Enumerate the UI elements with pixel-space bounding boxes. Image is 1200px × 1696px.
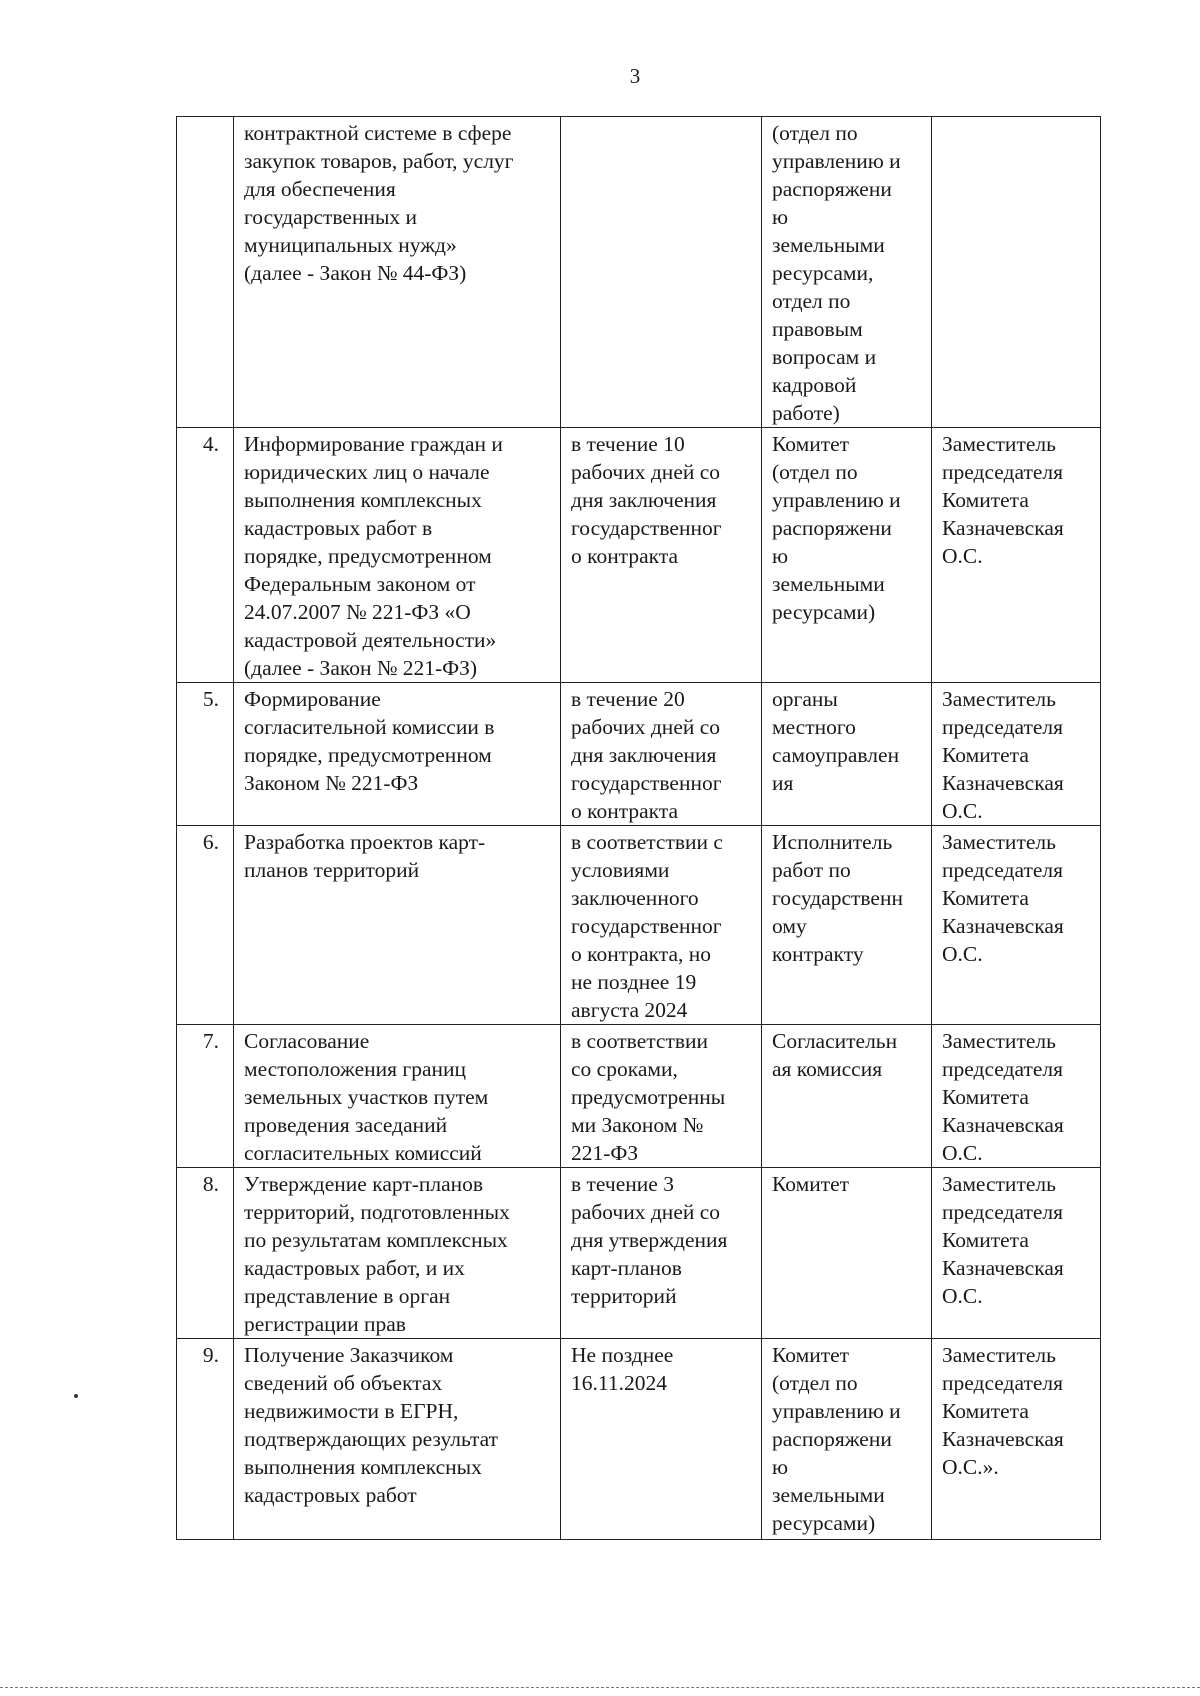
table-row	[177, 826, 1101, 1025]
deadline-cell	[561, 117, 762, 428]
deadline-cell: в соответствии с условиями заключенного государственног о контракта, но не позднее 19 августа 2024	[561, 826, 762, 1025]
table-row	[177, 683, 1101, 826]
action-cell: Формирование согласительной комиссии в порядке, предусмотренном Законом № 221-ФЗ	[234, 683, 561, 826]
row-number: 5.	[177, 683, 234, 826]
row-number: 7.	[177, 1025, 234, 1168]
deadline-cell: в течение 10 рабочих дней со дня заключения государственног о контракта	[561, 428, 762, 683]
page-number: 3	[629, 64, 641, 88]
deadline-cell: в течение 3 рабочих дней со дня утверждения карт-планов территорий	[561, 1168, 762, 1339]
action-cell: Разработка проектов карт- планов территорий	[234, 826, 561, 1025]
table-row	[177, 1339, 1101, 1540]
scan-speck	[74, 1394, 78, 1398]
executor-cell: органы местного самоуправлен ия	[762, 683, 932, 826]
table-row	[177, 1168, 1101, 1339]
scan-edge-line	[0, 1687, 1200, 1688]
action-cell: Информирование граждан и юридических лиц о начале выполнения комплексных кадастровых работ в порядке, предусмотренном Федеральным законом от 24.07.2007 № 221-ФЗ «О кадастровой деятельности» (далее - Закон № 221-ФЗ)	[234, 428, 561, 683]
row-number: 8.	[177, 1168, 234, 1339]
row-number: 9.	[177, 1339, 234, 1540]
executor-cell: Комитет (отдел по управлению и распоряжени ю земельными ресурсами)	[762, 1339, 932, 1540]
row-number: 4.	[177, 428, 234, 683]
action-cell: Согласование местоположения границ земельных участков путем проведения заседаний согласительных комиссий	[234, 1025, 561, 1168]
table-row	[177, 117, 1101, 428]
row-number	[177, 117, 234, 428]
responsible-cell: Заместитель председателя Комитета Казначевская О.С.».	[932, 1339, 1101, 1540]
table-body	[177, 117, 1101, 1540]
executor-cell: Согласительн ая комиссия	[762, 1025, 932, 1168]
table-row	[177, 428, 1101, 683]
executor-cell: (отдел по управлению и распоряжени ю земельными ресурсами, отдел по правовым вопросам и кадровой работе)	[762, 117, 932, 428]
responsible-cell: Заместитель председателя Комитета Казначевская О.С.	[932, 1025, 1101, 1168]
responsible-cell: Заместитель председателя Комитета Казначевская О.С.	[932, 428, 1101, 683]
table-row	[177, 1025, 1101, 1168]
deadline-cell: в соответствии со сроками, предусмотренны ми Законом № 221-ФЗ	[561, 1025, 762, 1168]
responsible-cell: Заместитель председателя Комитета Казначевская О.С.	[932, 826, 1101, 1025]
action-cell: контрактной системе в сфере закупок товаров, работ, услуг для обеспечения государственных и муниципальных нужд» (далее - Закон № 44-ФЗ)	[234, 117, 561, 428]
responsible-cell: Заместитель председателя Комитета Казначевская О.С.	[932, 683, 1101, 826]
executor-cell: Комитет (отдел по управлению и распоряжени ю земельными ресурсами)	[762, 428, 932, 683]
responsible-cell: Заместитель председателя Комитета Казначевская О.С.	[932, 1168, 1101, 1339]
deadline-cell: в течение 20 рабочих дней со дня заключения государственног о контракта	[561, 683, 762, 826]
row-number: 6.	[177, 826, 234, 1025]
action-cell: Утверждение карт-планов территорий, подготовленных по результатам комплексных кадастровых работ, и их представление в орган регистрации прав	[234, 1168, 561, 1339]
responsible-cell	[932, 117, 1101, 428]
measures-table	[176, 116, 1101, 1540]
deadline-cell: Не позднее 16.11.2024	[561, 1339, 762, 1540]
executor-cell: Комитет	[762, 1168, 932, 1339]
executor-cell: Исполнитель работ по государственн ому контракту	[762, 826, 932, 1025]
action-cell: Получение Заказчиком сведений об объектах недвижимости в ЕГРН, подтверждающих результат выполнения комплексных кадастровых работ	[234, 1339, 561, 1540]
